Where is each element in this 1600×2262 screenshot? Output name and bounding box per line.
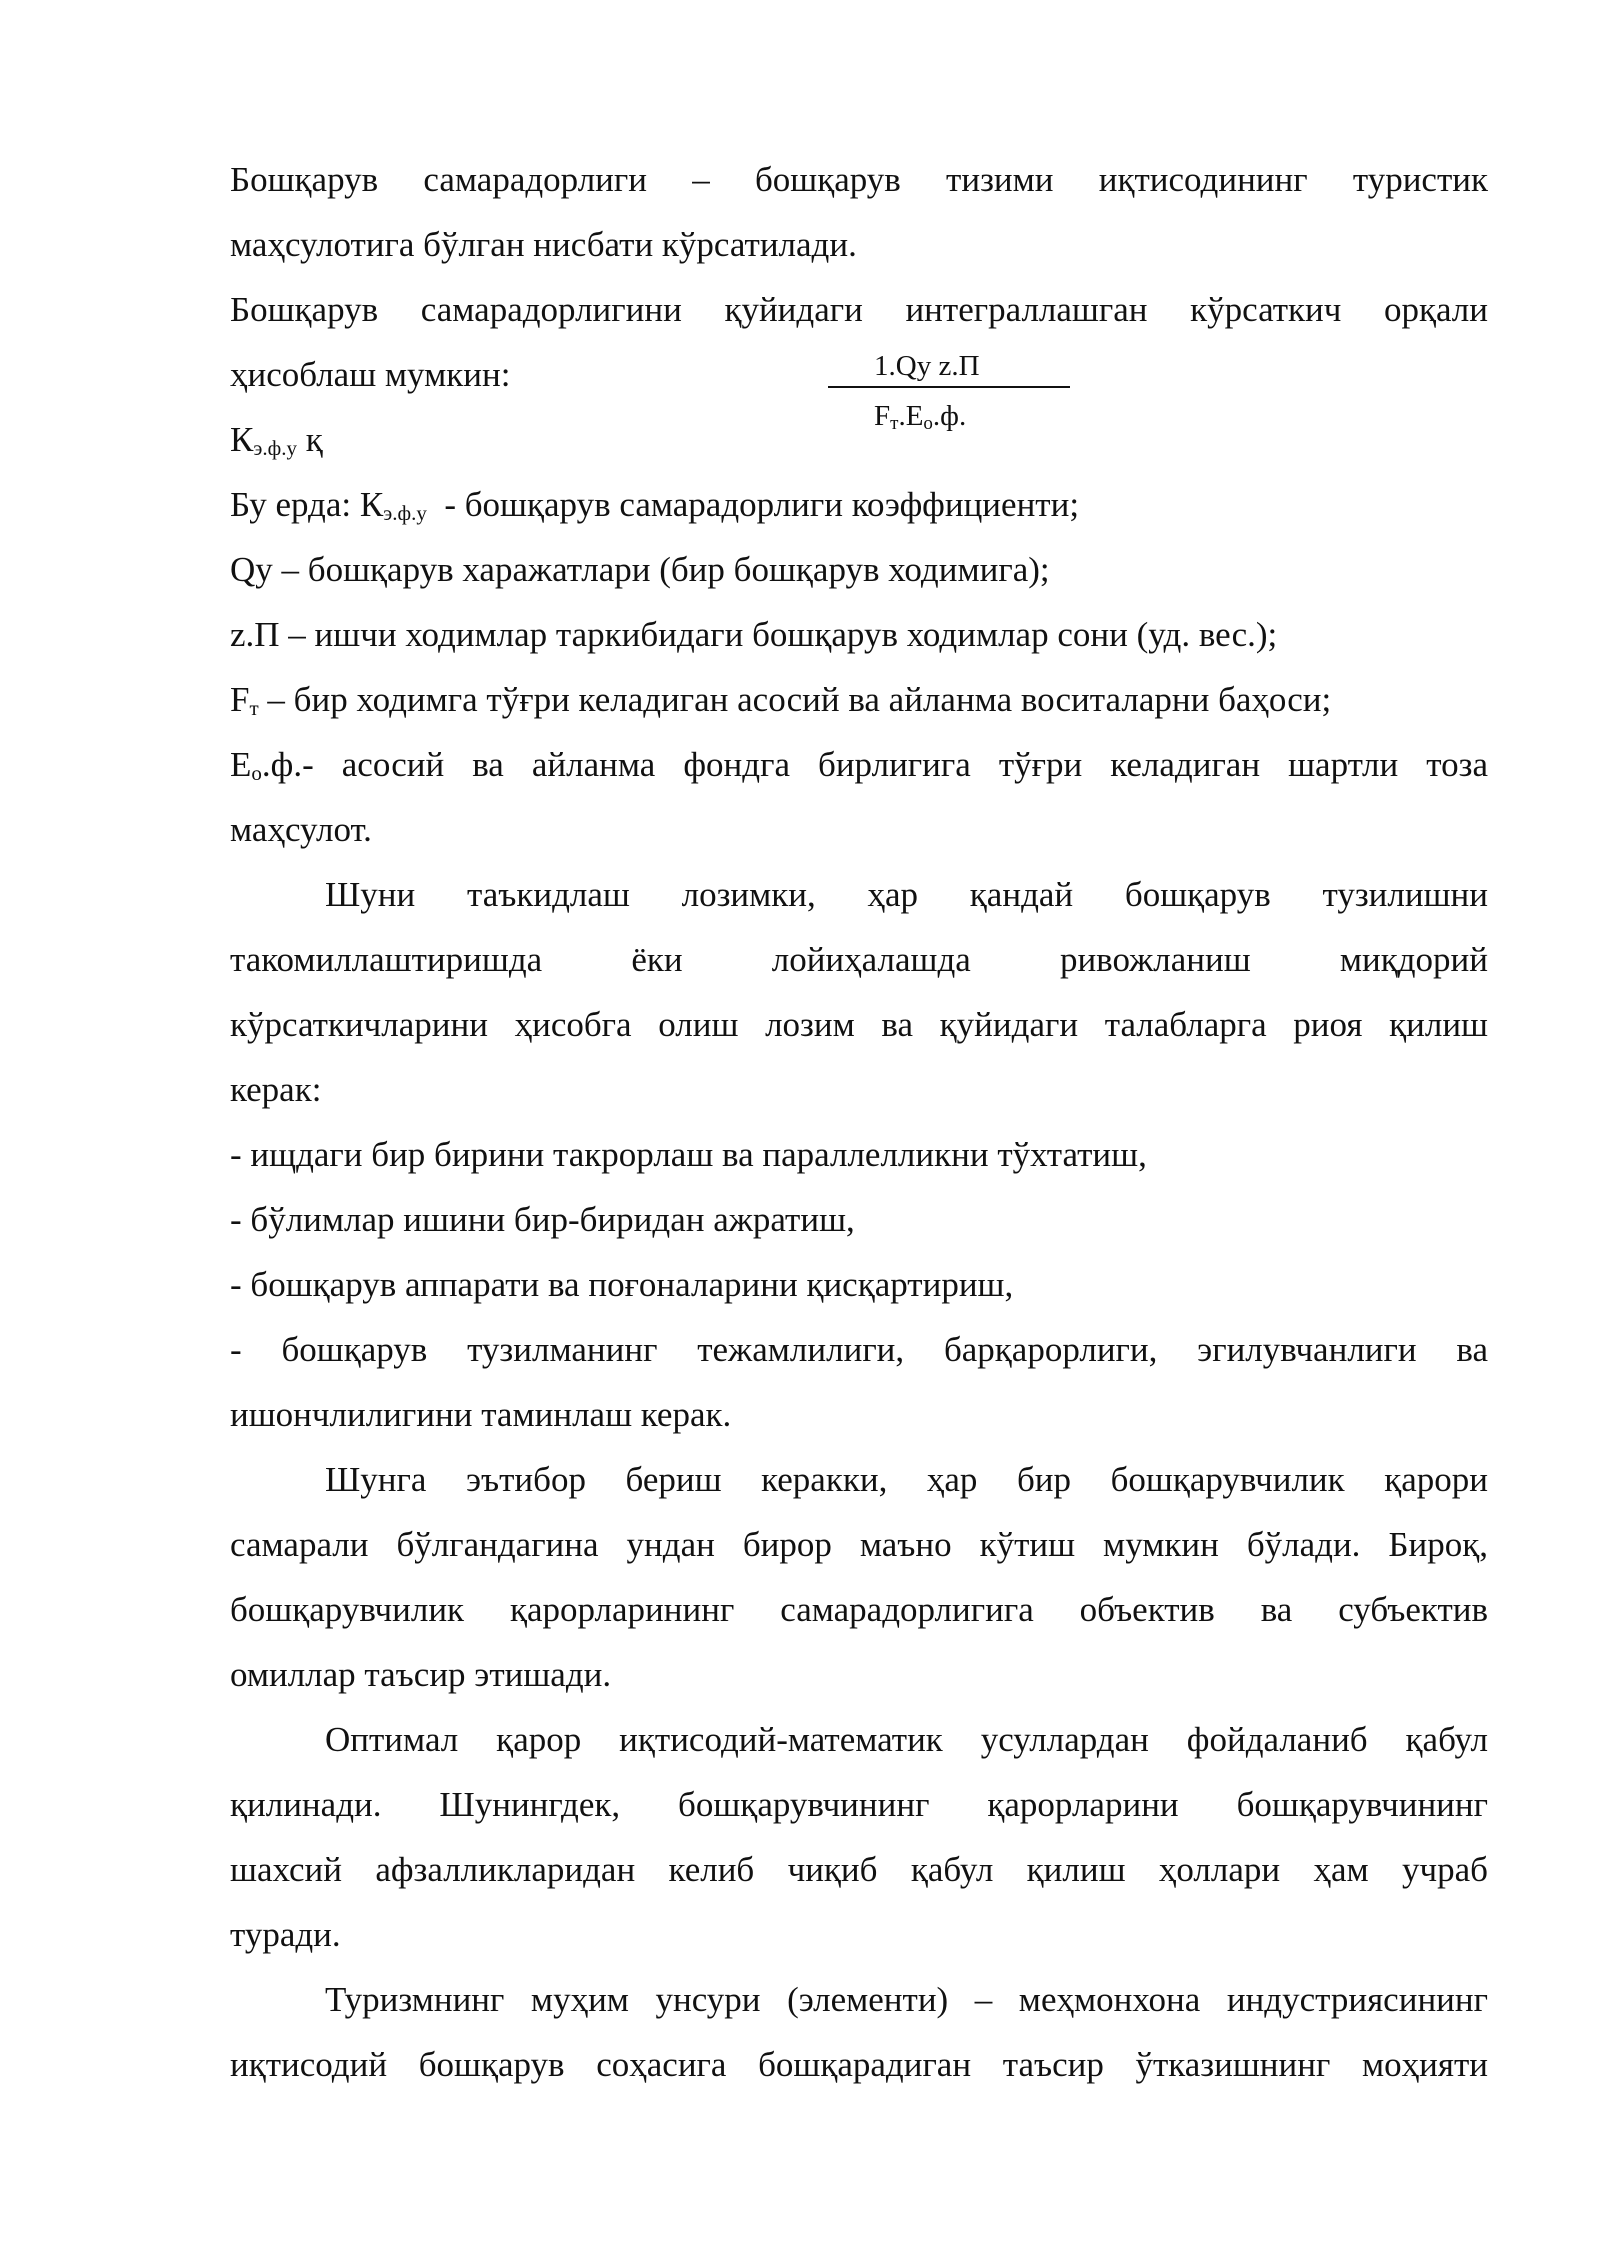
text-line: ҳисоблаш мумкин:	[230, 355, 511, 394]
text-line: такомиллаштиришда ёки лойиҳалашда ривожланиш миқдорий	[230, 940, 1488, 979]
list-item: - бошқарув тузилманинг тежамлилиги, барқарорлиги, эгилувчанлиги ва	[230, 1330, 1488, 1369]
list-item: - ищдаги бир бирини такрорлаш ва параллелликни тўхтатиш,	[230, 1135, 1147, 1174]
text-line: маҳсулотига бўлган нисбати кўрсатилади.	[230, 225, 857, 264]
text-line: самарали бўлгандагина ундан бирор маъно кўтиш мумкин бўлади. Бироқ,	[230, 1525, 1488, 1564]
legend-z: z.П – ишчи ходимлар таркибидаги бошқарув ходимлар сони (уд. вес.);	[230, 615, 1278, 654]
text-line: Шуни таъкидлаш лозимки, ҳар қандай бошқарув тузилишни	[325, 875, 1488, 914]
legend-q: Qу – бошқарув харажатлари (бир бошқарув ходимига);	[230, 550, 1050, 589]
text-line: Бошқарув самарадорлигини қуйидаги интеграллашган кўрсаткич орқали	[230, 290, 1488, 329]
legend-e-cont: маҳсулот.	[230, 810, 372, 849]
text-line: омиллар таъсир этишади.	[230, 1655, 612, 1694]
text-line: Шунга эътибор бериш керакки, ҳар бир бошқарувчилик қарори	[325, 1460, 1488, 1499]
text-line: керак:	[230, 1070, 322, 1109]
text-line: Оптимал қарор иқтисодий-математик усуллардан фойдаланиб қабул	[325, 1720, 1488, 1759]
list-item: - бошқарув аппарати ва поғоналарини қисқартириш,	[230, 1265, 1014, 1304]
text-line: туради.	[230, 1915, 341, 1954]
formula-fraction-bar	[828, 386, 1070, 388]
formula-lhs: $К_{э.ф.у}$ қ	[230, 420, 323, 460]
text-line: иқтисодий бошқарув соҳасига бошқарадиган таъсир ўтказишнинг моҳияти	[230, 2045, 1488, 2084]
text-line: шахсий афзалликларидан келиб чиқиб қабул қилиш ҳоллари ҳам учраб	[230, 1850, 1488, 1889]
text-line: кўрсаткичларини ҳисобга олиш лозим ва қуйидаги талабларга риоя қилиш	[230, 1005, 1488, 1044]
list-item-cont: ишончлилигини таминлаш керак.	[230, 1395, 732, 1434]
text-line: қилинади. Шунингдек, бошқарувчининг қарорларини бошқарувчининг	[230, 1785, 1488, 1824]
legend-f: $F_т$ – бир ходимга тўғри келадиган асосий ва айланма воситаларни баҳоси;	[230, 680, 1332, 720]
text-line: Туризмнинг муҳим унсури (элементи) – меҳмонхона индустриясининг	[325, 1980, 1488, 2019]
text-line: Бошқарув самарадорлиги – бошқарув тизими иқтисодининг туристик	[230, 160, 1488, 199]
formula-numerator: 1.Qу z.П	[874, 350, 980, 382]
list-item: - бўлимлар ишини бир-биридан ажратиш,	[230, 1200, 855, 1239]
legend-e: $E_о.ф.-$ асосий ва айланма фондга бирлигига тўғри келадиган шартли тоза	[230, 745, 1488, 785]
formula-denominator: $F_т.E_о.ф$.	[874, 400, 967, 434]
text-line: бошқарувчилик қарорларининг самарадорлигига объектив ва субъектив	[230, 1590, 1488, 1629]
legend-k: Бу ерда: $К_{э.ф.у}$ - бошқарув самарадорлиги коэффициенти;	[230, 485, 1080, 525]
